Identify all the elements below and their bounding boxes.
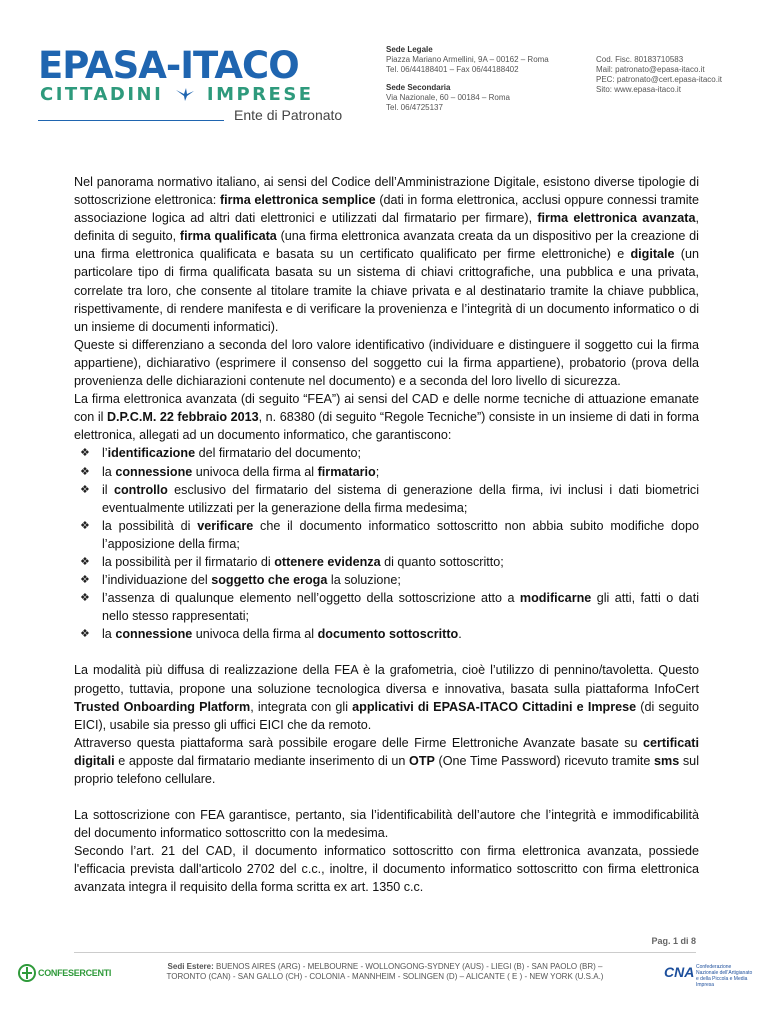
- bold-term: OTP: [409, 753, 435, 768]
- confesercenti-emblem-icon: [18, 962, 36, 984]
- bold-term: applicativi di EPASA-ITACO Cittadini e Imprese: [352, 699, 637, 714]
- text: (di seguito EICI), usabile sia presso gli uffici EICI che da remoto.: [74, 699, 699, 732]
- paragraph-3: [74, 390, 699, 444]
- text: (dati in forma elettronica, acclusi oppure connessi tramite associazione logica ad altri dati elettronici e utilizzati dal firmatario per firmare),: [74, 193, 699, 226]
- text: esclusivo del firmatario del sistema di generazione della firma, ivi inclusi i dati biometrici eventualmente utilizzati per la generazione della firma medesima;: [102, 482, 699, 515]
- bold-term: documento sottoscritto: [317, 627, 459, 642]
- confesercenti-logo: [18, 962, 112, 986]
- bold-term: Trusted Onboarding Platform: [74, 699, 251, 714]
- bold-term: firma elettronica semplice: [219, 193, 376, 208]
- diamond-bullet-icon: ❖: [80, 574, 90, 587]
- confesercenti-text: CONFESERCENTI: [38, 968, 112, 978]
- text: ;: [375, 464, 380, 479]
- sede-secondaria-block: [386, 83, 586, 113]
- text: l’: [102, 446, 108, 461]
- bold-term: firma elettronica avanzata: [537, 211, 696, 226]
- logo-ente: Ente di Patronato: [234, 107, 343, 123]
- text: , integrata con gli: [250, 699, 353, 714]
- bold-term: firma qualificata: [179, 229, 277, 244]
- paragraph-5: [74, 734, 699, 788]
- contact-block: [596, 55, 766, 95]
- text: che il documento informatico sottoscritto non abbia subito modifiche dopo l’apposizione della firma;: [102, 518, 700, 551]
- list-item: [74, 553, 699, 571]
- text: .: [458, 627, 462, 642]
- diamond-bullet-icon: ❖: [80, 555, 90, 568]
- text: univoca della firma al: [192, 627, 318, 642]
- foreign-offices: [130, 962, 640, 982]
- text: sul proprio telefono cellulare.: [74, 753, 699, 786]
- text: gli atti, fatti o dati nello stesso rappresentati;: [102, 591, 699, 624]
- text: la: [102, 464, 116, 479]
- text: la: [102, 627, 116, 642]
- text: l’individuazione del: [102, 573, 212, 588]
- bold-term: verificare: [197, 518, 254, 533]
- document-body: [74, 173, 699, 897]
- bird-icon: [175, 86, 195, 102]
- text: (una firma elettronica avanzata creata da un dispositivo per la creazione di una firma elettronica qualificata e basata su un certificato qualificato per firme elettroniche) e: [74, 229, 699, 262]
- bold-term: identificazione: [107, 446, 196, 461]
- bold-term: digitale: [630, 247, 675, 262]
- pec-address[interactable]: PEC: patronato@cert.epasa-itaco.it: [596, 75, 722, 84]
- sede-legale-block: [386, 45, 586, 75]
- bold-term: soggetto che eroga: [211, 573, 328, 588]
- diamond-bullet-icon: ❖: [80, 447, 90, 460]
- paragraph-2: Queste si differenziano a seconda del loro valore identificativo (individuare e distinguere il soggetto cui la firma appartiene), dichiarativo (esprimere il consenso del soggetto cui la firma appartiene), probatorio (prova della provenienza delle dichiarazioni contenute nel documento) e a seconda del loro livello di sicurezza.: [74, 337, 699, 389]
- guarantees-list: [74, 444, 699, 643]
- diamond-bullet-icon: ❖: [80, 628, 90, 641]
- tax-code: Cod. Fisc. 80183710583: [596, 55, 684, 64]
- sede-legale-phone: Tel. 06/44188401 – Fax 06/44188402: [386, 65, 519, 74]
- sede-secondaria-phone: Tel. 06/4725137: [386, 103, 443, 112]
- text: univoca della firma al: [192, 464, 318, 479]
- text: la possibilità per il firmatario di: [102, 554, 275, 569]
- text: di quanto sottoscritto;: [380, 554, 504, 569]
- spacer: [74, 788, 699, 806]
- diamond-bullet-icon: ❖: [80, 519, 90, 532]
- paragraph-4: [74, 661, 699, 733]
- list-item: [74, 444, 699, 462]
- list-item: [74, 517, 699, 553]
- bold-term: D.P.C.M. 22 febbraio 2013: [106, 410, 259, 425]
- bold-term: controllo: [113, 482, 168, 497]
- text: l’assenza di qualunque elemento nell’oggetto della sottoscrizione atto a: [102, 591, 520, 606]
- bold-term: sms: [654, 753, 680, 768]
- text: del firmatario del documento;: [195, 446, 361, 461]
- list-item: [74, 571, 699, 589]
- mail-address[interactable]: Mail: patronato@epasa-itaco.it: [596, 65, 705, 74]
- list-item: [74, 463, 699, 481]
- paragraph-7: Secondo l’art. 21 del CAD, il documento informatico sottoscritto con firma elettronica avanzata, possiede l'efficacia prevista dall'articolo 2702 del c.c., inoltre, il documento informatico sottoscritto con firma elettronica avanzata integra il requisito della forma scritta ex art. 1350 c.c.: [74, 844, 699, 895]
- cna-logo: [664, 960, 756, 988]
- diamond-bullet-icon: ❖: [80, 483, 90, 496]
- page-number: Pag. 1 di 8: [651, 936, 696, 946]
- letterhead: [0, 0, 770, 140]
- bold-term: certificati digitali: [74, 735, 699, 768]
- list-item: [74, 589, 699, 625]
- list-item: [74, 481, 699, 517]
- bold-term: ottenere evidenza: [274, 554, 381, 569]
- cna-text: CNA: [664, 964, 695, 980]
- sede-secondaria-label: Sede Secondaria: [386, 83, 451, 92]
- website[interactable]: Sito: www.epasa-itaco.it: [596, 85, 681, 94]
- text: , n. 68380 (di seguito “Regole Tecniche”) consiste in un insieme di dati in forma elettronica, allegati ad un documento informatico, che garantiscono:: [74, 410, 699, 443]
- foreign-offices-line2: TORONTO (CAN) - SAN GALLO (CH) - COLONIA - MANNHEIM - SOLINGEN (D) – ALICANTE ( E ) - NEW YORK (U.S.A.): [166, 972, 604, 981]
- logo-sub-left: CITTADINI: [40, 84, 164, 105]
- text: Nel panorama normativo italiano, ai sensi del Codice dell’Amministrazione Digitale, esistono diverse tipologie di sottoscrizione elettronica:: [74, 175, 699, 208]
- logo-divider: [38, 120, 224, 121]
- text: la soluzione;: [327, 573, 401, 588]
- bold-term: connessione: [115, 627, 193, 642]
- bold-term: modificarne: [519, 591, 592, 606]
- footer-divider: [74, 952, 696, 953]
- foreign-offices-line1: BUENOS AIRES (ARG) - MELBOURNE - WOLLONGONG-SYDNEY (AUS) - LIEGI (B) - SAN PAOLO (BR) –: [216, 962, 603, 971]
- diamond-bullet-icon: ❖: [80, 592, 90, 605]
- text: , definita di seguito,: [74, 211, 700, 244]
- text: (One Time Password) ricevuto tramite: [434, 753, 655, 768]
- text: (un particolare tipo di firma qualificata basata su un sistema di chiavi crittografiche, una pubblica e una privata, correlate tra loro, che consente al titolare tramite la chiave privata e al destinatario tramite la chiave pubblica, rispettivamente, di rendere manifesta e di verificare la provenienza e l’integrità di un documento informatico o di un insieme di documenti informatici).: [74, 247, 699, 334]
- logo-subtitle: [40, 84, 314, 106]
- bold-term: firmatario: [317, 464, 376, 479]
- text: Attraverso questa piattaforma sarà possibile erogare delle Firme Elettroniche Avanzate basate su: [74, 735, 643, 750]
- cna-subtext: Confederazione Nazionale dell'Artigianato e della Piccola e Media Impresa: [696, 964, 753, 988]
- diamond-bullet-icon: ❖: [80, 465, 90, 478]
- text: La firma elettronica avanzata (di seguito “FEA”) ai sensi del CAD e delle norme tecniche di attuazione emanate con il: [74, 392, 699, 425]
- sede-legale-address: Piazza Mariano Armellini, 9A – 00162 – Roma: [386, 55, 549, 64]
- paragraph-1: [74, 173, 699, 336]
- text: La modalità più diffusa di realizzazione della FEA è la grafometria, cioè l’utilizzo di pennino/tavoletta. Questo progetto, tuttavia, propone una soluzione tecnologica diversa e innovativa, basata sulla piattaforma InfoCert: [74, 663, 699, 696]
- text: e apposte dal firmatario mediante inserimento di un: [114, 753, 410, 768]
- epasa-itaco-logo: [38, 46, 373, 124]
- text: la possibilità di: [102, 518, 198, 533]
- foreign-offices-label: Sedi Estere:: [167, 962, 214, 971]
- logo-title: EPASA-ITACO: [38, 44, 299, 87]
- text: il: [102, 482, 114, 497]
- sede-secondaria-address: Via Nazionale, 60 – 00184 – Roma: [386, 93, 510, 102]
- sede-legale-label: Sede Legale: [386, 45, 433, 54]
- paragraph-6: La sottoscrizione con FEA garantisce, pertanto, sia l’identificabilità dell’autore che l’integrità e immodificabilità del documento informatico sottoscritto con la medesima.: [74, 808, 699, 841]
- bold-term: connessione: [115, 464, 193, 479]
- list-item: [74, 625, 699, 643]
- logo-sub-right: IMPRESE: [206, 84, 314, 105]
- spacer: [74, 643, 699, 661]
